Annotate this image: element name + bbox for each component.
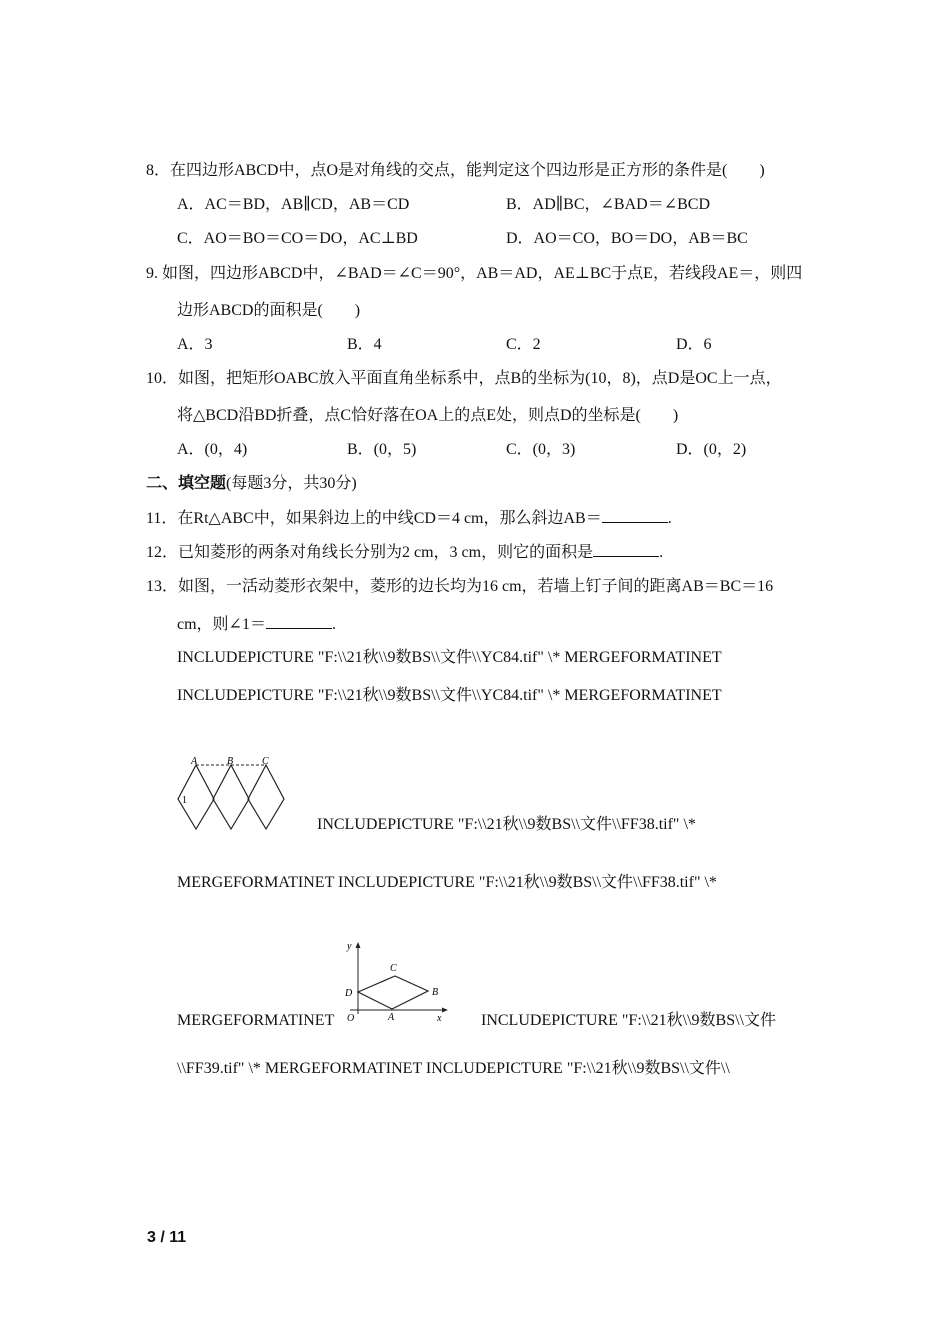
q9-option-c: C．2 bbox=[506, 336, 541, 353]
section-title: 二、填空题 bbox=[146, 475, 227, 492]
coord-label-x: x bbox=[437, 1013, 442, 1024]
q10-option-a: A．(0，4) bbox=[177, 441, 248, 458]
q9-option-d: D．6 bbox=[676, 336, 712, 353]
q13-line2 bbox=[177, 614, 336, 635]
coord-label-o: O bbox=[347, 1013, 355, 1024]
coord-label-a: A bbox=[388, 1012, 395, 1023]
x-axis-arrow bbox=[442, 1008, 448, 1013]
field-code-ff39-2: \\FF39.tif" \* MERGEFORMATINET INCLUDEPICTURE "F:\\21秋\\9数BS\\文件\\ bbox=[177, 1060, 730, 1077]
q9-stem-line2: 边形ABCD的面积是( ) bbox=[177, 302, 361, 319]
rack-label-b: B bbox=[227, 756, 234, 767]
q8-option-d: D．AO＝CO，BO＝DO，AB＝BC bbox=[506, 230, 748, 247]
rack-label-a: A bbox=[191, 756, 198, 767]
q12-end: . bbox=[659, 544, 664, 561]
coord-label-y: y bbox=[347, 941, 352, 952]
q10-option-b: B．(0，5) bbox=[347, 441, 417, 458]
q10-option-c: C．(0，3) bbox=[506, 441, 576, 458]
coord-label-c: C bbox=[390, 963, 397, 974]
page-number: 3 / 11 bbox=[147, 1229, 187, 1246]
q8-option-c: C．AO＝BO＝CO＝DO，AC⊥BD bbox=[177, 230, 418, 247]
field-code-ff38-1: INCLUDEPICTURE "F:\\21秋\\9数BS\\文件\\FF38.tif" \* bbox=[317, 816, 696, 833]
field-code-ff39-1: INCLUDEPICTURE "F:\\21秋\\9数BS\\文件 bbox=[481, 1012, 777, 1029]
rhombus-3 bbox=[248, 765, 284, 829]
y-axis-arrow bbox=[356, 942, 361, 948]
q11 bbox=[146, 508, 672, 529]
section-heading bbox=[146, 474, 357, 494]
rack-label-c: C bbox=[262, 756, 269, 767]
q11-answer-blank[interactable] bbox=[602, 508, 668, 523]
field-code-ff38-2: MERGEFORMATINET INCLUDEPICTURE "F:\\21秋\\9数BS\\文件\\FF38.tif" \* bbox=[177, 874, 717, 891]
q13-line1: 13．如图，一活动菱形衣架中，菱形的边长均为16 cm，若墙上钉子间的距离AB＝BC＝16 bbox=[146, 578, 774, 595]
field-code-yc84-1: INCLUDEPICTURE "F:\\21秋\\9数BS\\文件\\YC84.tif" \* MERGEFORMATINET bbox=[177, 649, 722, 666]
q12-text: 12．已知菱形的两条对角线长分别为2 cm，3 cm，则它的面积是 bbox=[146, 544, 594, 561]
quadrilateral-dcba bbox=[358, 976, 428, 1009]
q9-option-b: B．4 bbox=[347, 336, 382, 353]
section-note: (每题3分，共30分) bbox=[226, 475, 357, 492]
field-code-yc84-2: INCLUDEPICTURE "F:\\21秋\\9数BS\\文件\\YC84.tif" \* MERGEFORMATINET bbox=[177, 687, 722, 704]
q13-end: . bbox=[331, 616, 336, 633]
q12 bbox=[146, 542, 663, 563]
q8-option-b: B．AD∥BC，∠BAD＝∠BCD bbox=[506, 196, 711, 213]
q9-option-a: A．3 bbox=[177, 336, 213, 353]
q13-answer-blank[interactable] bbox=[266, 614, 332, 629]
q8-stem: 8．在四边形ABCD中，点O是对角线的交点，能判定这个四边形是正方形的条件是( ) bbox=[146, 162, 765, 179]
q10-stem-line1: 10．如图，把矩形OABC放入平面直角坐标系中，点B的坐标为(10，8)，点D是OC上一点， bbox=[146, 370, 782, 387]
q11-text: 11．在Rt△ABC中，如果斜边上的中线CD＝4 cm，那么斜边AB＝ bbox=[146, 510, 602, 527]
rhombus-rack-figure bbox=[174, 754, 286, 834]
coordinate-figure bbox=[340, 938, 455, 1026]
q13-line2-text: cm，则∠1＝ bbox=[177, 616, 266, 633]
coord-label-b: B bbox=[432, 987, 439, 998]
coord-label-d: D bbox=[345, 988, 353, 999]
rhombus-2 bbox=[213, 765, 249, 829]
q10-stem-line2: 将△BCD沿BD折叠，点C恰好落在OA上的点E处，则点D的坐标是( ) bbox=[177, 407, 679, 424]
q12-answer-blank[interactable] bbox=[593, 542, 659, 557]
q8-option-a: A．AC＝BD，AB∥CD，AB＝CD bbox=[177, 196, 410, 213]
q11-end: . bbox=[667, 510, 672, 527]
field-code-ff38-3: MERGEFORMATINET bbox=[177, 1012, 335, 1029]
q10-option-d: D．(0，2) bbox=[676, 441, 747, 458]
rack-angle-label: 1 bbox=[182, 795, 187, 806]
q9-stem-line1: 9. 如图，四边形ABCD中，∠BAD＝∠C＝90°，AB＝AD，AE⊥BC于点E，若线段AE＝，则四 bbox=[146, 265, 803, 282]
